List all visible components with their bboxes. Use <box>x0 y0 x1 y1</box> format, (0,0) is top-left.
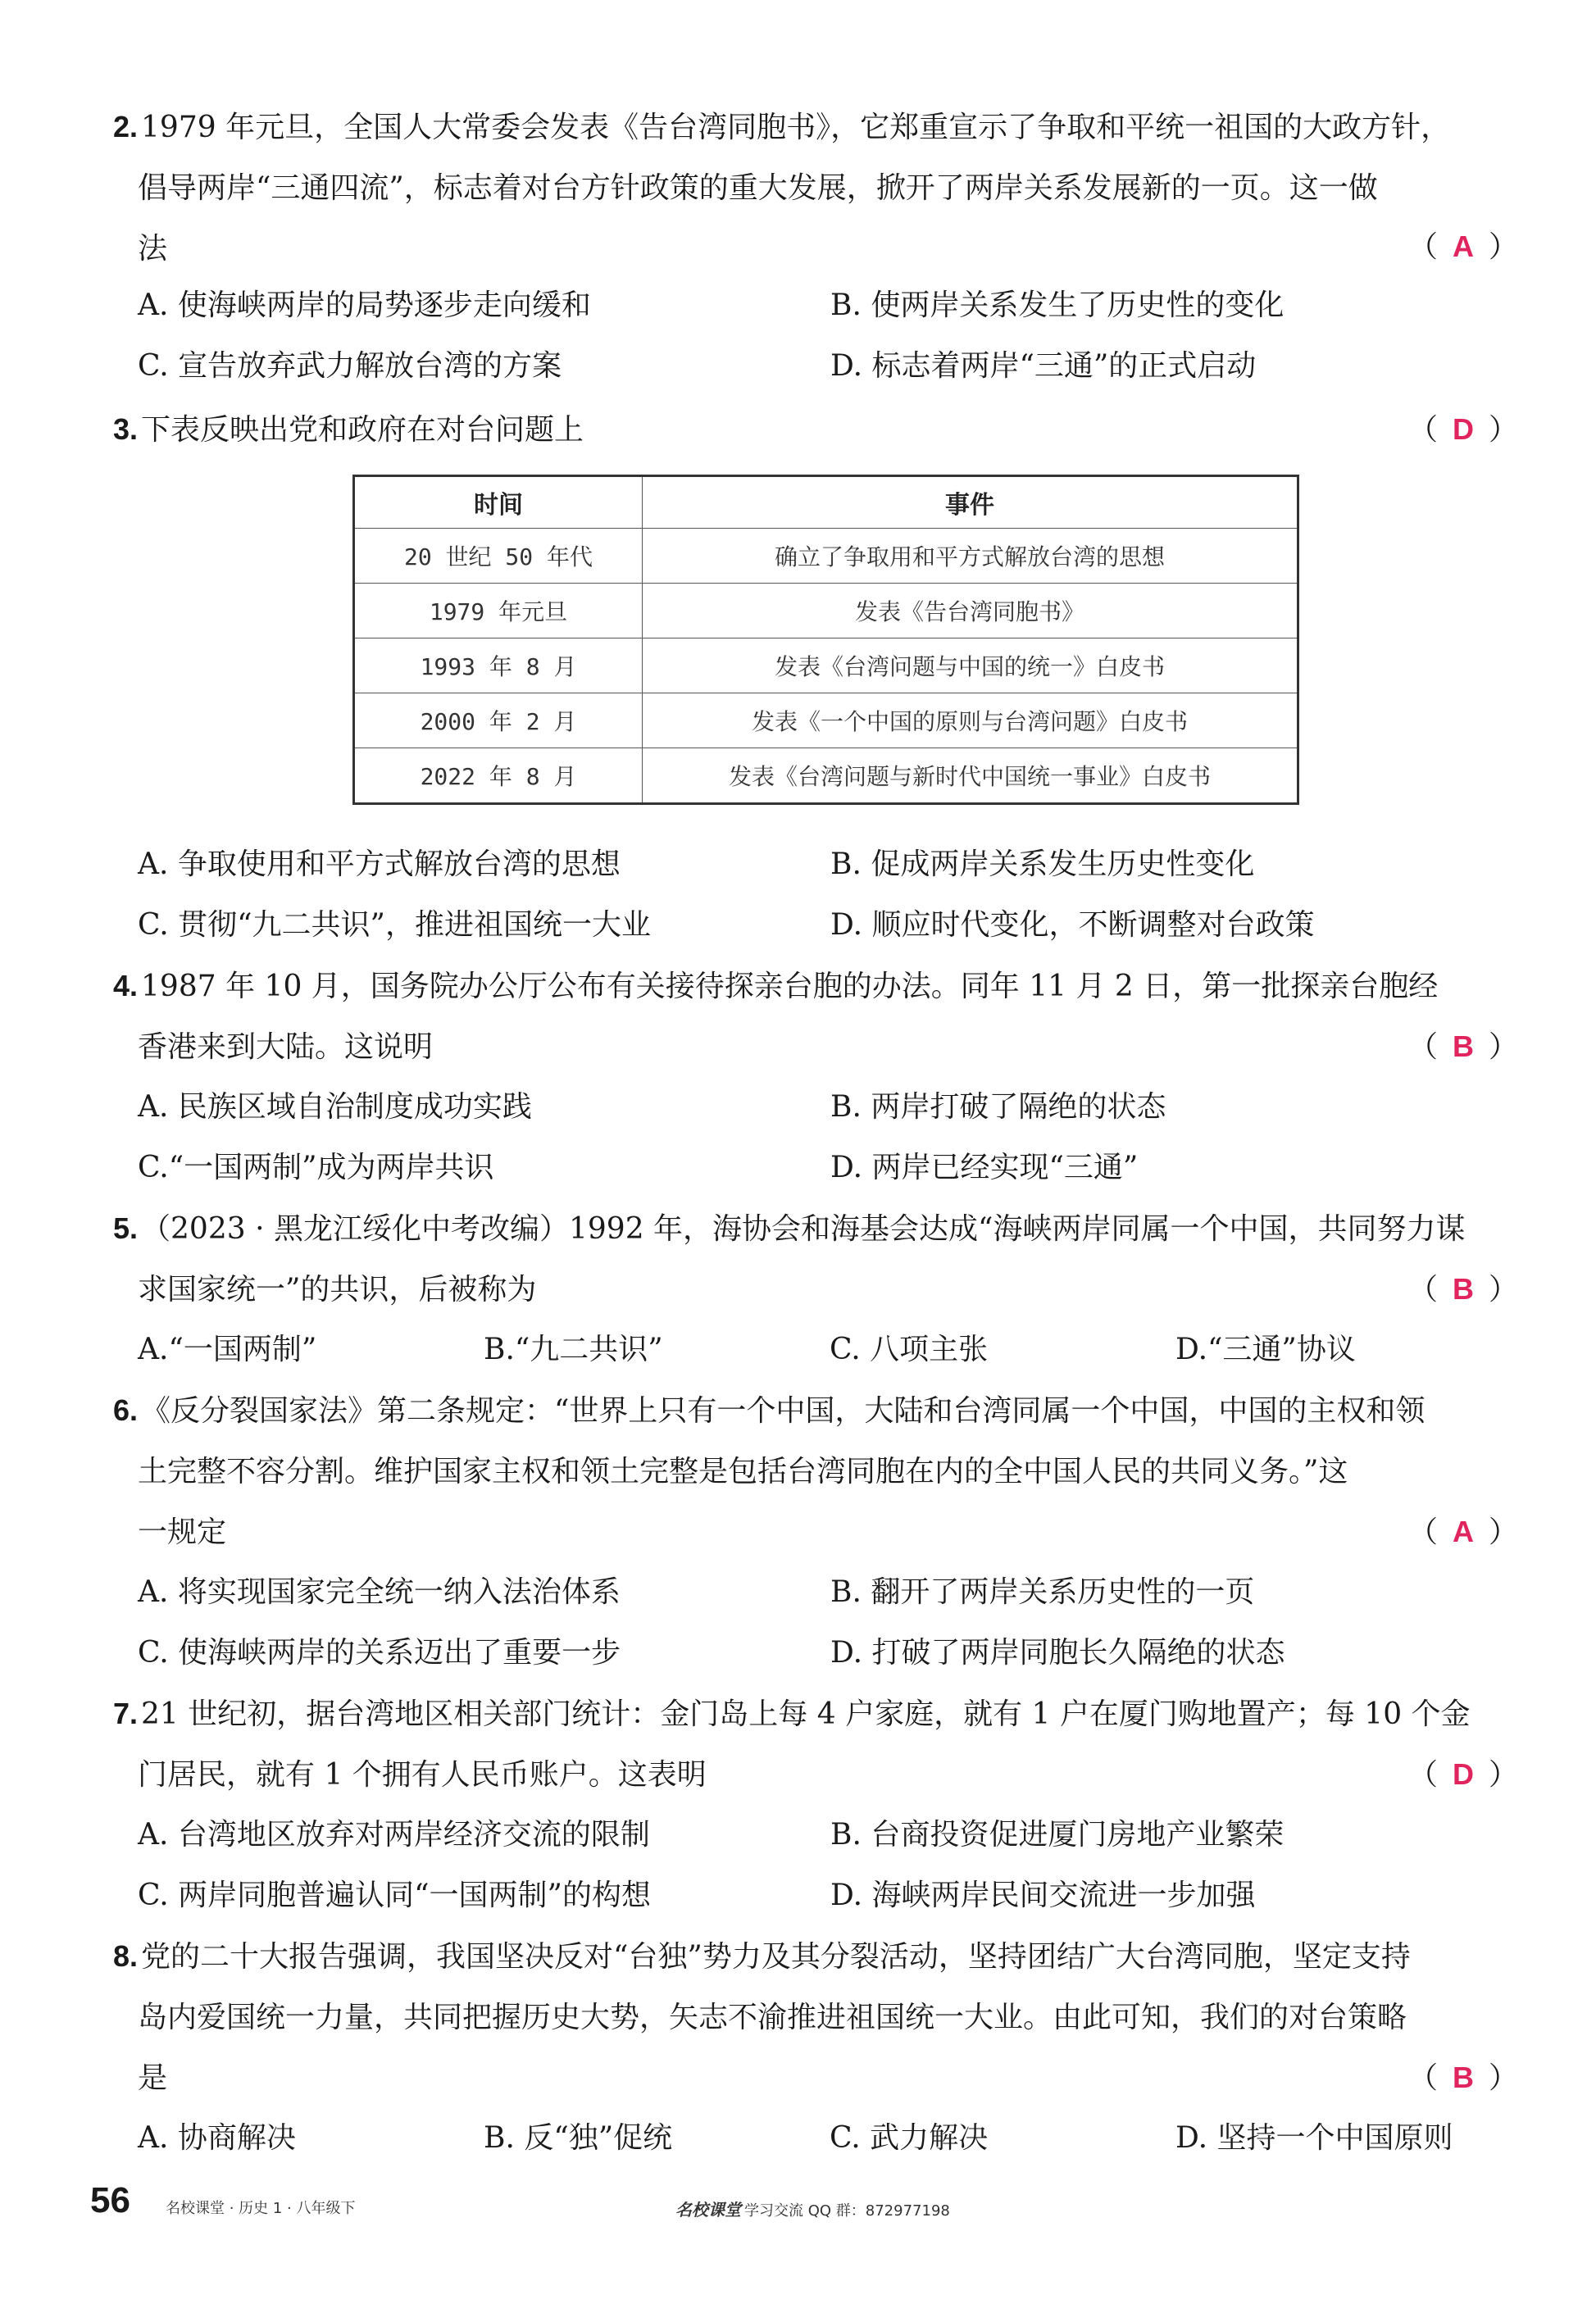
question-text: 倡导两岸“三通四流”，标志着对台方针政策的重大发展，掀开了两岸关系发展新的一页。这一做 <box>138 171 1378 205</box>
cell-event: 发表《一个中国的原则与台湾问题》白皮书 <box>643 693 1298 748</box>
option-b: B. 使两岸关系发生了历史性的变化 <box>830 289 1285 322</box>
option-b: B.“九二共识” <box>484 1333 663 1366</box>
answer-letter: A <box>1452 229 1474 263</box>
option-b: B. 促成两岸关系发生历史性变化 <box>830 847 1255 881</box>
option-d: D.“三通”协议 <box>1175 1333 1356 1366</box>
table-row <box>354 584 1298 638</box>
question-5 <box>113 1198 1523 1320</box>
option-c: C. 两岸同胞普遍认同“一国两制”的构想 <box>138 1879 651 1912</box>
question-text: 下表反映出党和政府在对台问题上 <box>141 413 584 447</box>
options-question-5 <box>138 1320 1523 1380</box>
cell-time: 20 世纪 50 年代 <box>354 529 643 584</box>
option-d: D. 顺应时代变化，不断调整对台政策 <box>830 908 1315 942</box>
table-row <box>354 693 1298 748</box>
question-text: 香港来到大陆。这说明 <box>138 1030 434 1064</box>
option-c: C. 宣告放弃武力解放台湾的方案 <box>138 349 562 383</box>
answer-letter: B <box>1452 2061 1474 2094</box>
answer-letter: D <box>1452 412 1474 446</box>
option-a: A. 台湾地区放弃对两岸经济交流的限制 <box>138 1818 650 1852</box>
cell-event: 确立了争取用和平方式解放台湾的思想 <box>643 529 1298 584</box>
question-number: 3. <box>113 412 139 446</box>
study-group-info <box>675 2197 950 2220</box>
option-d: D. 坚持一个中国原则 <box>1175 2121 1453 2155</box>
cell-event: 发表《台湾问题与新时代中国统一事业》白皮书 <box>643 748 1298 804</box>
question-2 <box>113 97 1523 279</box>
question-line <box>113 1926 1523 1988</box>
option-d: D. 标志着两岸“三通”的正式启动 <box>830 349 1257 383</box>
option-a: A. 民族区域自治制度成功实践 <box>138 1090 532 1124</box>
header-time: 时间 <box>354 476 643 529</box>
option-a: A. 使海峡两岸的局势逐步走向缓和 <box>138 289 591 322</box>
cell-time: 1993 年 8 月 <box>354 638 643 693</box>
option-c: C. 使海峡两岸的关系迈出了重要一步 <box>138 1636 621 1670</box>
table-row <box>354 748 1298 804</box>
cell-time: 2022 年 8 月 <box>354 748 643 804</box>
answer-letter: B <box>1452 1029 1474 1063</box>
question-4 <box>113 956 1523 1078</box>
answer-letter: B <box>1452 1272 1474 1306</box>
option-a: A. 将实现国家完全统一纳入法治体系 <box>138 1575 621 1609</box>
option-a: A.“一国两制” <box>138 1333 317 1366</box>
question-text: 法 <box>138 232 168 266</box>
cell-time: 1979 年元旦 <box>354 584 643 638</box>
options-question-4 <box>138 1077 1523 1198</box>
question-text: 《反分裂国家法》第二条规定：“世界上只有一个中国，大陆和台湾同属一个中国，中国的主权和领 <box>141 1394 1425 1428</box>
table-header-row <box>354 476 1298 529</box>
options-question-7 <box>138 1805 1523 1926</box>
question-7 <box>113 1684 1523 1806</box>
question-text: 党的二十大报告强调，我国坚决反对“台独”势力及其分裂活动，坚持团结广大台湾同胞，坚定支持 <box>141 1940 1411 1974</box>
answer-bracket: （ D ） <box>1407 412 1518 446</box>
header-event: 事件 <box>643 476 1298 529</box>
question-text: （2023 · 黑龙江绥化中考改编）1992 年，海协会和海基会达成“海峡两岸同属一个中国，共同努力谋 <box>141 1212 1466 1246</box>
question-text: 求国家统一”的共识，后被称为 <box>138 1273 537 1306</box>
answer-bracket: （ A ） <box>1407 229 1518 263</box>
question-text: 岛内爱国统一力量，共同把握历史大势，矢志不渝推进祖国统一大业。由此可知，我们的对台策略 <box>138 2001 1407 2034</box>
question-number: 8. <box>113 1939 139 1973</box>
option-c: C. 八项主张 <box>830 1333 989 1366</box>
question-number: 4. <box>113 969 139 1002</box>
option-b: B. 两岸打破了隔绝的状态 <box>830 1090 1166 1124</box>
question-text: 1979 年元旦，全国人大常委会发表《告台湾同胞书》，它郑重宣示了争取和平统一祖国的大政方针， <box>141 111 1451 144</box>
option-b: B. 反“独”促统 <box>484 2121 673 2155</box>
answer-bracket: （ A ） <box>1407 1515 1518 1548</box>
cell-event: 发表《台湾问题与中国的统一》白皮书 <box>643 638 1298 693</box>
option-b: B. 翻开了两岸关系历史性的一页 <box>830 1575 1255 1609</box>
question-text: 1987 年 10 月，国务院办公厅公布有关接待探亲台胞的办法。同年 11 月 2 日，第一批探亲台胞经 <box>141 970 1439 1003</box>
question-line <box>113 1684 1523 1745</box>
page-footer <box>90 2180 1566 2229</box>
question-3 <box>113 399 1523 461</box>
option-d: D. 打破了两岸同胞长久隔绝的状态 <box>830 1636 1285 1670</box>
book-title: 名校课堂 · 历史 1 · 八年级下 <box>166 2200 356 2217</box>
answer-letter: A <box>1452 1515 1474 1548</box>
page-number: 56 <box>90 2180 130 2220</box>
cell-time: 2000 年 2 月 <box>354 693 643 748</box>
question-number: 5. <box>113 1211 139 1245</box>
options-question-8 <box>138 2108 1523 2169</box>
question-number: 2. <box>113 110 139 143</box>
brand-logo-text: 名校课堂 <box>675 2200 741 2220</box>
option-d: D. 两岸已经实现“三通” <box>830 1151 1139 1184</box>
options-question-3 <box>138 834 1523 956</box>
question-line <box>113 97 1523 158</box>
question-text: 是 <box>138 2061 168 2095</box>
options-question-6 <box>138 1562 1523 1684</box>
question-line <box>113 1198 1523 1260</box>
events-table <box>352 475 1299 805</box>
qq-group-text: 学习交流 QQ 群：872977198 <box>744 2202 950 2220</box>
option-d: D. 海峡两岸民间交流进一步加强 <box>830 1879 1256 1912</box>
question-8 <box>113 1926 1523 2109</box>
question-6 <box>113 1380 1523 1563</box>
option-a: A. 协商解决 <box>138 2121 296 2155</box>
answer-bracket: （ D ） <box>1407 1757 1518 1791</box>
option-c: C. 武力解决 <box>830 2121 989 2155</box>
option-a: A. 争取使用和平方式解放台湾的思想 <box>138 847 621 881</box>
answer-bracket: （ B ） <box>1407 1272 1518 1306</box>
question-number: 6. <box>113 1393 139 1427</box>
question-line <box>113 399 1523 461</box>
answer-bracket: （ B ） <box>1407 2061 1518 2094</box>
option-b: B. 台商投资促进厦门房地产业繁荣 <box>830 1818 1285 1852</box>
options-question-2 <box>138 275 1523 397</box>
cell-event: 发表《告台湾同胞书》 <box>643 584 1298 638</box>
answer-letter: D <box>1452 1757 1474 1791</box>
question-number: 7. <box>113 1697 139 1730</box>
table-row <box>354 638 1298 693</box>
question-text: 21 世纪初，据台湾地区相关部门统计：金门岛上每 4 户家庭，就有 1 户在厦门购地置产；每 10 个金 <box>141 1697 1471 1731</box>
table-row <box>354 529 1298 584</box>
option-c: C. 贯彻“九二共识”，推进祖国统一大业 <box>138 908 651 942</box>
question-text: 土完整不容分割。维护国家主权和领土完整是包括台湾同胞在内的全中国人民的共同义务。”这 <box>138 1455 1348 1488</box>
question-text: 门居民，就有 1 个拥有人民币账户。这表明 <box>138 1758 707 1792</box>
option-c: C.“一国两制”成为两岸共识 <box>138 1151 494 1184</box>
question-line <box>113 956 1523 1017</box>
answer-bracket: （ B ） <box>1407 1029 1518 1063</box>
question-line <box>113 1380 1523 1442</box>
question-text: 一规定 <box>138 1515 227 1549</box>
